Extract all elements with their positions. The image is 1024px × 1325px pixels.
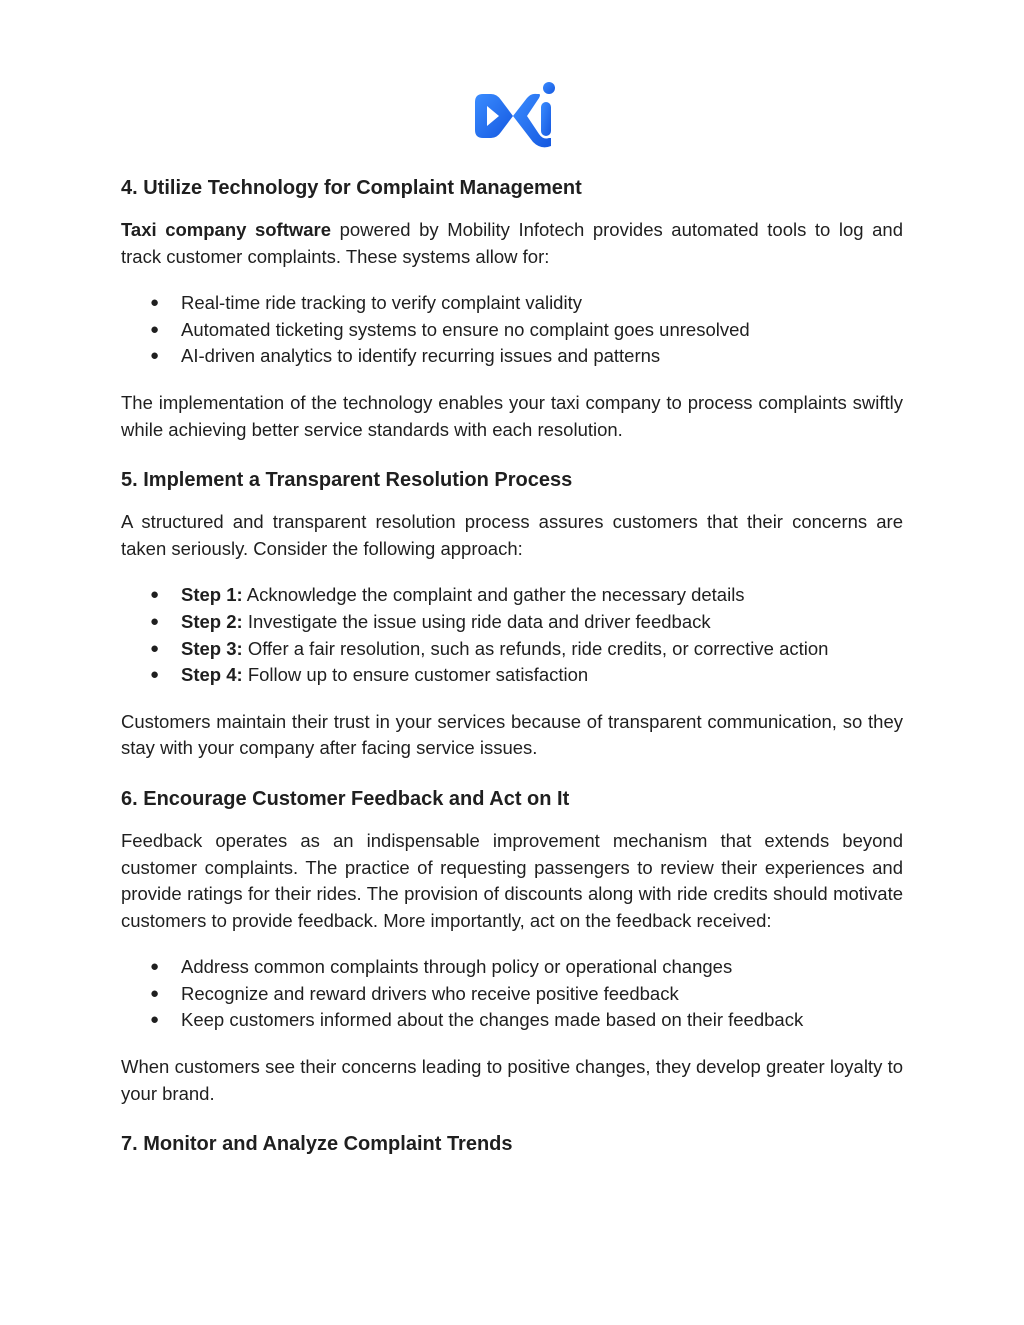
section-6-outro: When customers see their concerns leading to positive changes, they develop greater loyalty to your brand. bbox=[121, 1056, 903, 1104]
article-content bbox=[121, 173, 903, 1159]
section-5-outro: Customers maintain their trust in your services because of transparent communication, so they stay with your company after facing service issues. bbox=[121, 710, 903, 759]
section-4-outro: The implementation of the technology enables your taxi company to process complaints swiftly while achieving better service standards with each resolution. bbox=[121, 391, 903, 440]
step-text: Acknowledge the complaint and gather the necessary details bbox=[242, 584, 745, 606]
step-item bbox=[121, 609, 903, 636]
step-text: Investigate the issue using ride data and driver feedback bbox=[242, 610, 711, 632]
list-item-text: Automated ticketing systems to ensure no complaint goes unresolved bbox=[181, 318, 750, 340]
list-item-text: Address common complaints through policy or operational changes bbox=[181, 956, 733, 978]
section-5-intro: A structured and transparent resolution process assures customers that their concerns are taken seriously. Consider the following approach: bbox=[121, 511, 903, 559]
bullet-icon: ● bbox=[150, 347, 160, 365]
bullet-icon: ● bbox=[150, 666, 160, 684]
bullet-icon: ● bbox=[150, 958, 160, 976]
bullet-icon: ● bbox=[150, 1011, 160, 1029]
step-label: Step 1: bbox=[181, 584, 243, 606]
bullet-icon: ● bbox=[150, 586, 160, 604]
taxi-software-term: Taxi company software bbox=[121, 219, 332, 240]
section-heading-6: 6. Encourage Customer Feedback and Act on It bbox=[121, 787, 570, 810]
step-text: Offer a fair resolution, such as refunds, ride credits, or corrective action bbox=[242, 637, 829, 659]
list-item-text: AI-driven analytics to identify recurring issues and patterns bbox=[181, 345, 661, 367]
step-item bbox=[121, 636, 903, 663]
list-item-text: Real-time ride tracking to verify complaint validity bbox=[181, 292, 582, 314]
section-heading-7: 7. Monitor and Analyze Complaint Trends bbox=[121, 1133, 513, 1156]
section-heading-5: 5. Implement a Transparent Resolution Process bbox=[121, 469, 573, 492]
list-item bbox=[121, 981, 903, 1008]
step-text: Follow up to ensure customer satisfaction bbox=[242, 664, 589, 686]
section-4-intro-text: powered by Mobility Infotech provides automated tools to log and track customer complaints. These systems allow for: bbox=[121, 219, 903, 267]
bullet-icon: ● bbox=[150, 612, 160, 630]
bullet-icon: ● bbox=[150, 984, 160, 1002]
section-6-intro: Feedback operates as an indispensable improvement mechanism that extends beyond customer complaints. The practice of requesting passengers to review their experiences and provide ratings for their rides. The provision of discounts along with ride credits should motivate customers to provide feedback. More importantly, act on the feedback received: bbox=[121, 829, 903, 931]
step-item bbox=[121, 582, 903, 609]
section-heading-4: 4. Utilize Technology for Complaint Management bbox=[121, 177, 582, 199]
step-item bbox=[121, 662, 903, 689]
list-item-text: Recognize and reward drivers who receive positive feedback bbox=[181, 982, 679, 1004]
list-item bbox=[121, 343, 903, 370]
list-item-text: Keep customers informed about the changes made based on their feedback bbox=[181, 1009, 804, 1031]
section-4-intro bbox=[121, 217, 903, 270]
section-4-bullets bbox=[121, 290, 903, 370]
section-5-steps bbox=[121, 582, 903, 688]
list-item bbox=[121, 290, 903, 317]
section-6-bullets bbox=[121, 954, 903, 1034]
bullet-icon: ● bbox=[150, 320, 160, 338]
bullet-icon: ● bbox=[150, 639, 160, 657]
bullet-icon: ● bbox=[150, 294, 160, 312]
list-item bbox=[121, 954, 903, 981]
mobility-infotech-logo bbox=[469, 80, 557, 150]
step-label: Step 2: bbox=[181, 610, 243, 632]
step-label: Step 3: bbox=[181, 637, 243, 659]
list-item bbox=[121, 317, 903, 344]
step-label: Step 4: bbox=[181, 664, 243, 686]
list-item bbox=[121, 1007, 903, 1034]
